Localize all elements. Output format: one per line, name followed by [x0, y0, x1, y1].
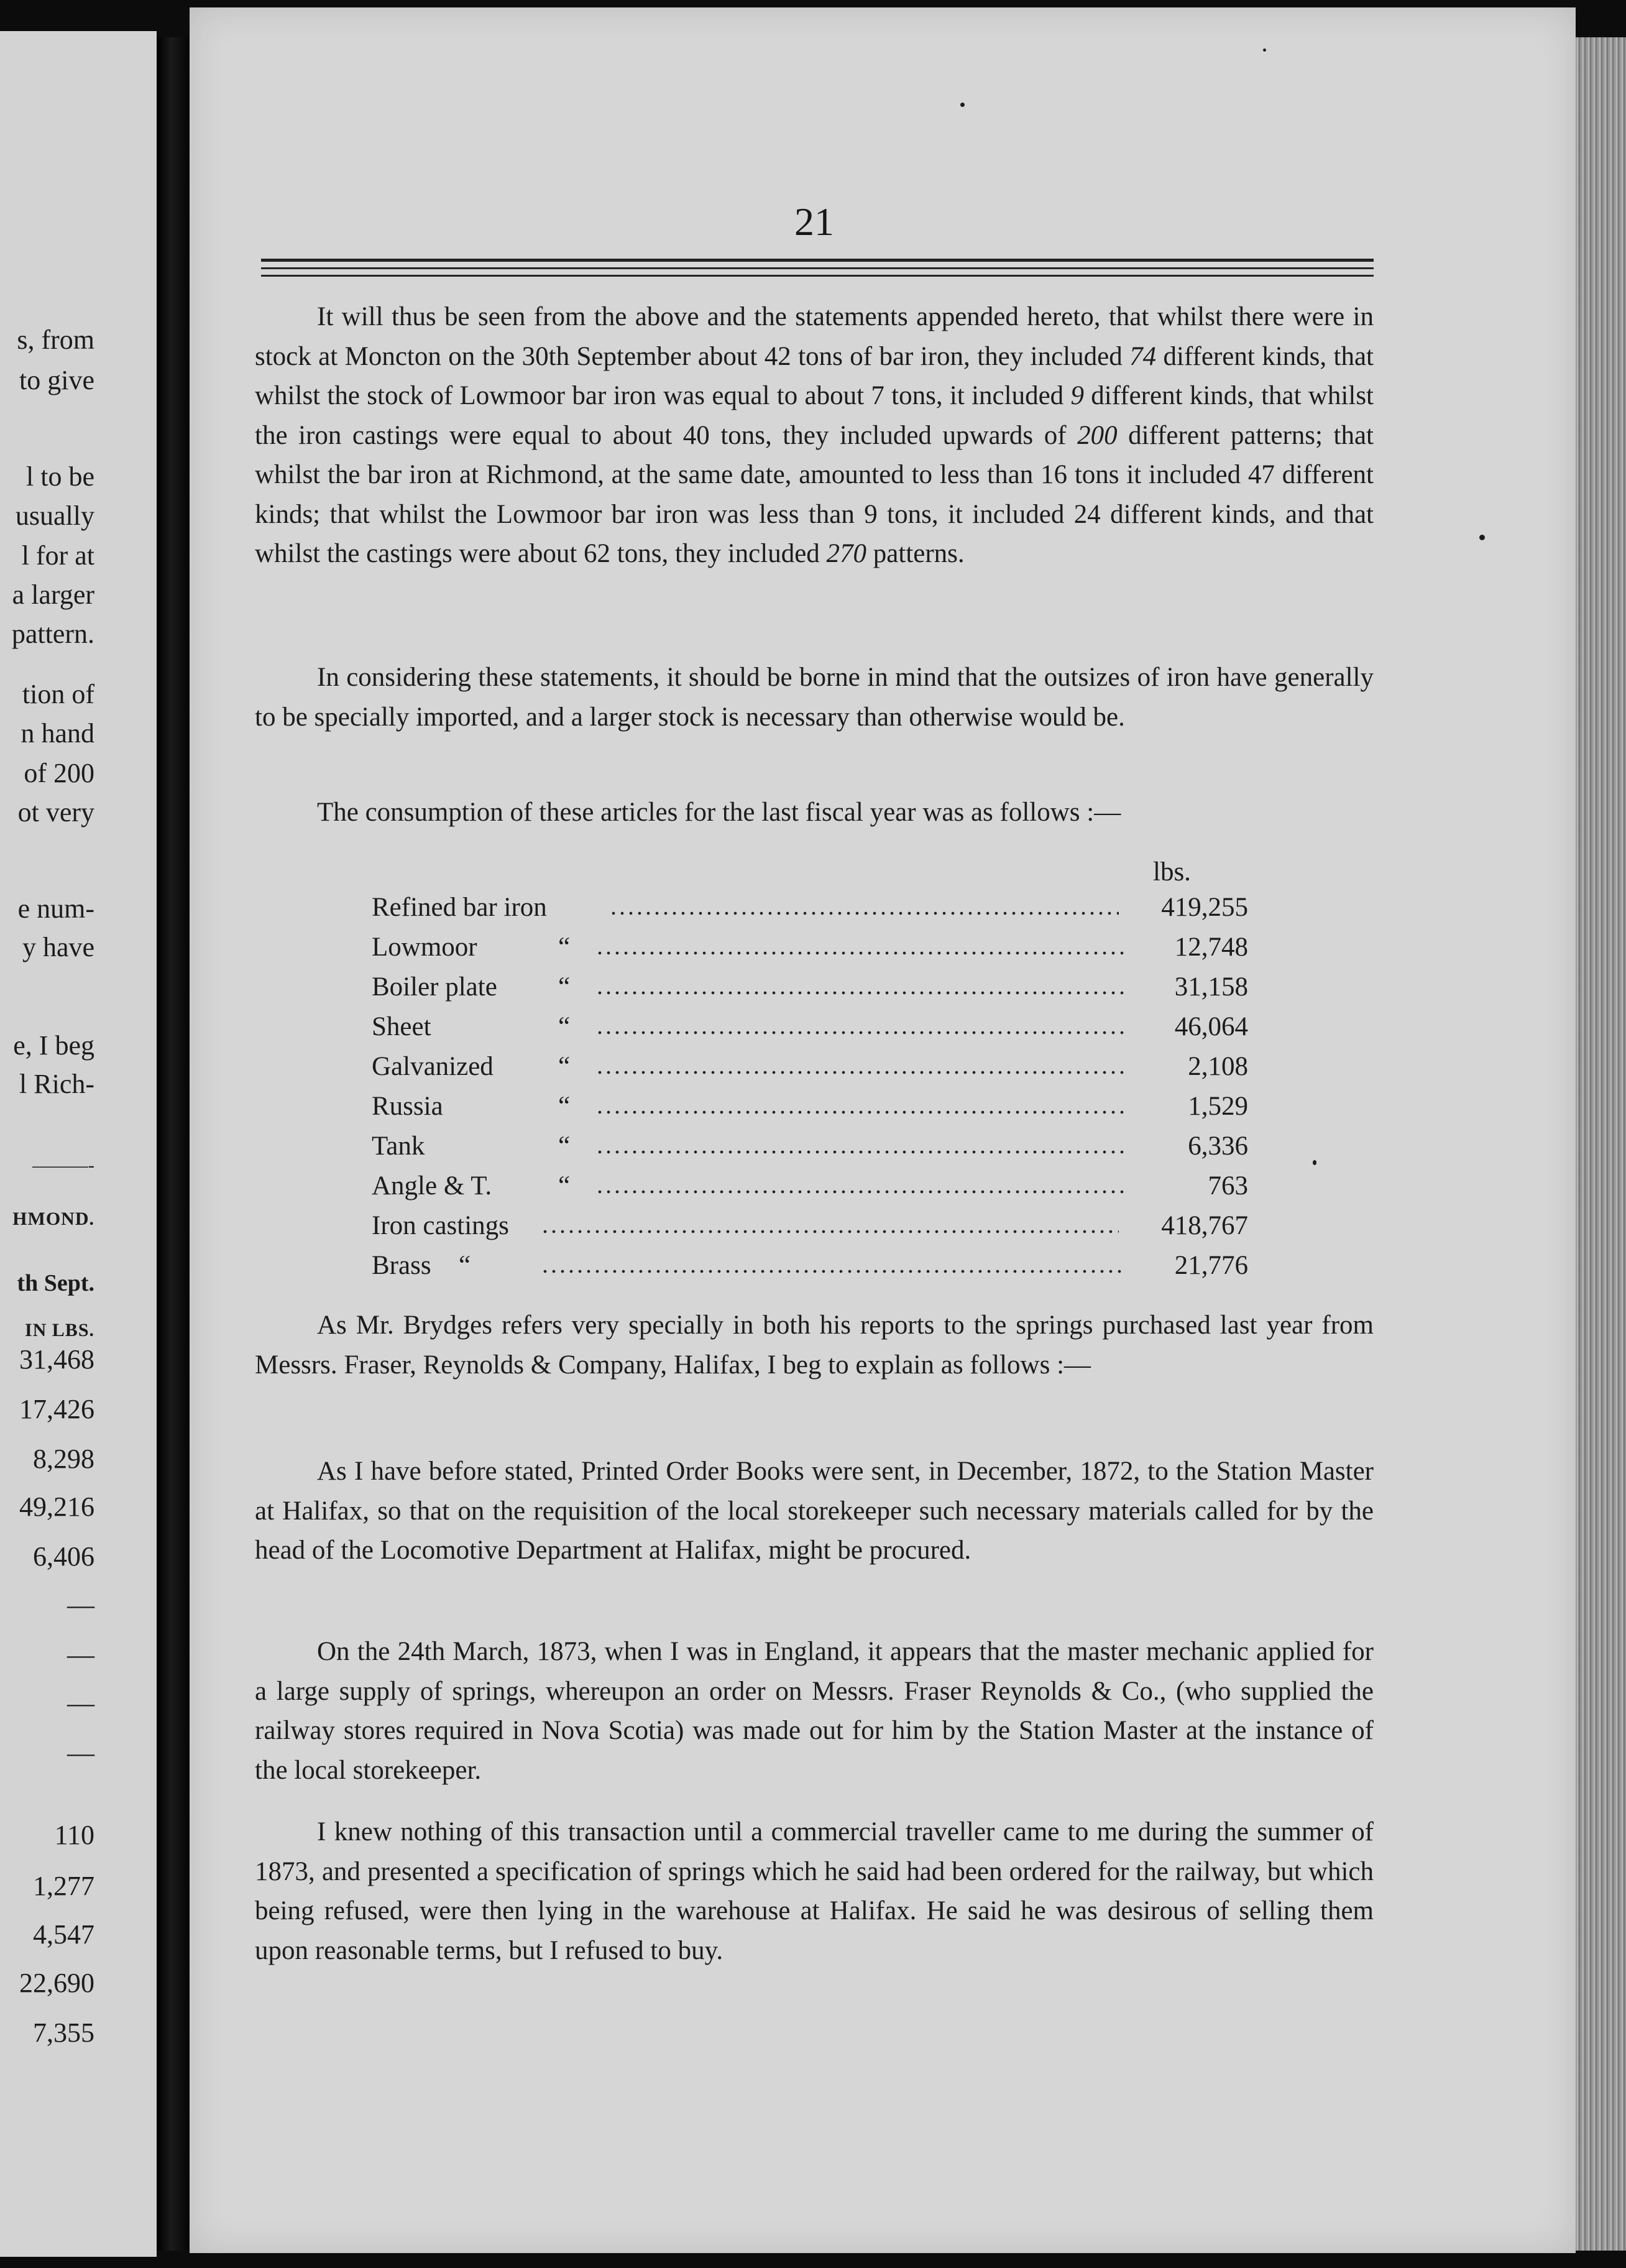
consumption-row	[372, 928, 1248, 967]
row-value: 31,158	[1174, 972, 1248, 1002]
left-fragment: 6,406	[33, 1541, 94, 1572]
consumption-row	[372, 1206, 1248, 1246]
dot-leader	[595, 951, 1124, 955]
book-spine-shadow	[157, 37, 189, 2251]
italic-number: 74	[1129, 341, 1157, 371]
dot-leader	[595, 991, 1124, 995]
ditto-mark: “	[558, 1092, 571, 1121]
ditto-mark: “	[558, 1171, 571, 1201]
row-label: Lowmoor	[372, 933, 477, 962]
left-fragment: l to be	[26, 461, 94, 492]
row-label: Refined bar iron	[372, 893, 547, 922]
consumption-row	[372, 1087, 1248, 1127]
page-number: 21	[794, 200, 834, 244]
consumption-row	[372, 888, 1248, 928]
consumption-row	[372, 1166, 1248, 1206]
unit-header: lbs.	[1153, 857, 1191, 887]
left-fragment: l for at	[21, 540, 94, 571]
text-run: different kinds, that whilst the stock of Lowmoor bar iron was equal to about 7 tons, it included	[255, 341, 1374, 410]
row-value: 6,336	[1188, 1132, 1248, 1161]
left-page-fragment	[0, 31, 157, 2257]
header-rule	[261, 259, 1374, 262]
left-fragment: pattern.	[11, 619, 94, 649]
left-fragment: 4,547	[33, 1919, 94, 1950]
left-fragment: 31,468	[19, 1344, 94, 1375]
left-fragment: 17,426	[19, 1394, 94, 1424]
dot-leader	[595, 1110, 1124, 1114]
ditto-mark: “	[558, 972, 571, 1002]
ditto-mark: “	[459, 1251, 471, 1280]
left-fragment: l Rich-	[19, 1069, 94, 1099]
dot-leader	[595, 1150, 1124, 1154]
paragraph-outsizes: In considering these statements, it should be borne in mind that the outsizes of iron have generally to be specially imported, and a larger stock is necessary than otherwise would be.	[255, 663, 1374, 732]
text-run: different patterns; that whilst the bar iron at Richmond, at the same date, amounted to less than 16 tons it included 47 different kinds; that whilst the Lowmoor bar iron was less than 9 tons, it included 24 different kinds, and that whilst the castings were about 62 tons, they included	[255, 420, 1374, 568]
text-run: different kinds, that whilst the iron castings were equal to about 40 tons, they included upwards of	[255, 381, 1374, 450]
text-run: It will thus be seen from the above and the statements appended hereto, that whilst there were in stock at Moncton on the 30th September about 42 tons of bar iron, they included	[255, 302, 1374, 371]
row-label: Russia	[372, 1092, 443, 1121]
left-fragment: s, from	[17, 325, 94, 355]
paragraph-commercial-traveller: I knew nothing of this transaction until a commercial traveller came to me during the summer of 1873, and presented a specification of springs which he said had been ordered for the railway, but which being refused, were then lying in the warehouse at Halifax. He said he was desirous of selling them upon reasonable terms, but I refused to buy.	[255, 1817, 1374, 1965]
left-fragment: to give	[19, 365, 94, 395]
left-fragment: —	[67, 1590, 94, 1620]
left-fragment: of 200	[24, 758, 94, 788]
row-label: Iron castings	[372, 1211, 509, 1240]
italic-number: 9	[1070, 381, 1084, 410]
paragraph-springs: As Mr. Brydges refers very specially in both his reports to the springs purchased last year from Messrs. Fraser, Reynolds & Company, Halifax, I beg to explain as follows :—	[255, 1311, 1374, 1380]
paragraph-march-1873: On the 24th March, 1873, when I was in England, it appears that the master mechanic applied for a large supply of springs, whereupon an order on Messrs. Fraser Reynolds & Co., (who supplied the railway stores required in Nova Scotia) was made out for him by the Station Master at the instance of the local storekeeper.	[255, 1637, 1374, 1785]
left-fragment: —	[67, 1639, 94, 1670]
left-fragment: 49,216	[19, 1491, 94, 1522]
row-label: Brass	[372, 1251, 431, 1280]
left-fragment: e, I beg	[13, 1030, 94, 1061]
dot-leader	[541, 1230, 1119, 1233]
row-value: 763	[1208, 1171, 1248, 1201]
header-rule	[261, 267, 1374, 269]
ditto-mark: “	[558, 1012, 571, 1041]
dot-leader	[609, 911, 1119, 915]
row-label: Sheet	[372, 1012, 431, 1041]
dot-leader	[595, 1071, 1124, 1074]
left-fragment: e num-	[17, 893, 94, 924]
dot-leader	[541, 1270, 1124, 1273]
row-label: Angle & T.	[372, 1171, 492, 1201]
consumption-row	[372, 1246, 1248, 1286]
consumption-row	[372, 1007, 1248, 1047]
ditto-mark: “	[558, 1132, 571, 1161]
consumption-row	[372, 1047, 1248, 1087]
row-value: 46,064	[1174, 1012, 1248, 1041]
page-stack-edge	[1576, 37, 1626, 2251]
consumption-intro: The consumption of these articles for the last fiscal year was as follows :—	[317, 798, 1121, 827]
left-fragment: 8,298	[33, 1444, 94, 1474]
left-fragment: 7,355	[33, 2017, 94, 2048]
left-fragment: IN LBS.	[24, 1320, 94, 1340]
left-fragment: 1,277	[33, 1871, 94, 1901]
text-run: patterns.	[866, 539, 965, 568]
left-fragment: —	[67, 1738, 94, 1768]
header-rule	[261, 275, 1374, 277]
italic-number: 200	[1077, 420, 1118, 450]
paragraph-stock-summary	[255, 297, 1374, 574]
scan-speck	[960, 103, 965, 107]
consumption-row	[372, 1127, 1248, 1166]
row-label: Galvanized	[372, 1052, 494, 1081]
row-label: Boiler plate	[372, 972, 497, 1002]
left-fragment: HMOND.	[12, 1209, 94, 1229]
row-value: 12,748	[1174, 933, 1248, 962]
left-fragment: usually	[15, 500, 94, 531]
dot-leader	[595, 1190, 1124, 1194]
left-fragment: ———-	[32, 1155, 94, 1176]
row-value: 419,255	[1161, 893, 1248, 922]
left-fragment: a larger	[12, 579, 94, 610]
ditto-mark: “	[558, 1052, 571, 1081]
left-fragment: —	[67, 1688, 94, 1718]
left-fragment: tion of	[22, 679, 94, 709]
left-fragment: 110	[54, 1820, 94, 1850]
left-fragment: th Sept.	[17, 1270, 94, 1296]
left-fragment: n hand	[21, 718, 94, 749]
scan-speck	[1313, 1160, 1316, 1165]
scan-speck	[1479, 535, 1485, 540]
row-value: 418,767	[1161, 1211, 1248, 1240]
left-fragment: 22,690	[19, 1968, 94, 1998]
consumption-row	[372, 967, 1248, 1007]
italic-number: 270	[826, 539, 867, 568]
scan-speck	[1263, 48, 1266, 52]
paragraph-order-books: As I have before stated, Printed Order Books were sent, in December, 1872, to the Station Master at Halifax, so that on the requisition of the local storekeeper such necessary materials called for by the head of the Locomotive Department at Halifax, might be procured.	[255, 1457, 1374, 1565]
row-value: 2,108	[1188, 1052, 1248, 1081]
row-value: 1,529	[1188, 1092, 1248, 1121]
row-label: Tank	[372, 1132, 425, 1161]
dot-leader	[595, 1031, 1124, 1035]
left-fragment: ot very	[17, 797, 94, 827]
left-fragment: y have	[22, 932, 94, 962]
ditto-mark: “	[558, 933, 571, 962]
row-value: 21,776	[1174, 1251, 1248, 1280]
